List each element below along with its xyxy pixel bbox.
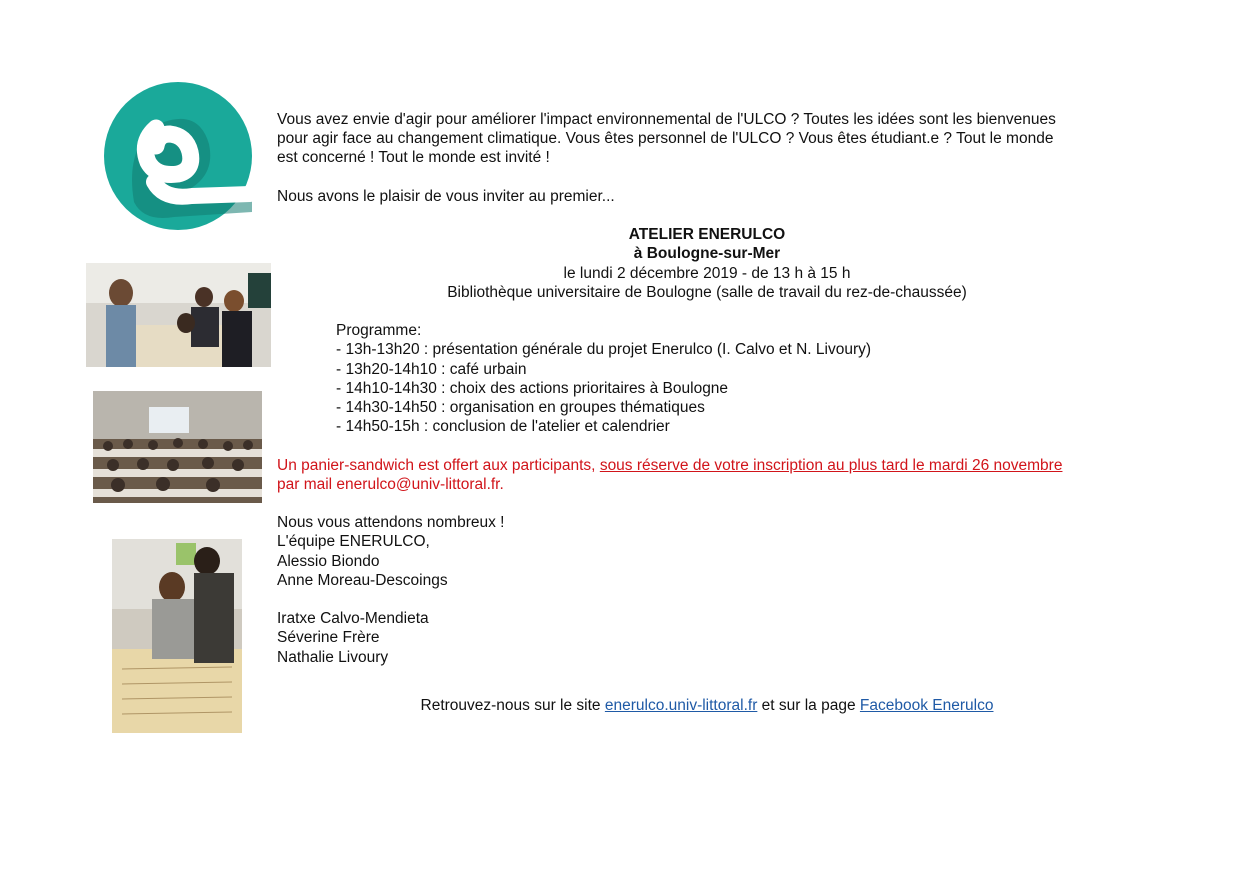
programme [277, 321, 1137, 436]
event-venue: Bibliothèque universitaire de Boulogne (salle de travail du rez-de-chaussée) [447, 283, 967, 301]
invitation-body [277, 110, 1137, 667]
event-title: ATELIER ENERULCO [628, 226, 786, 244]
facebook-link[interactable]: Facebook Enerulco [859, 697, 994, 714]
programme-item: - 13h20-14h10 : café urbain [336, 360, 527, 378]
programme-item: - 14h50-15h : conclusion de l'atelier et calendrier [336, 418, 670, 436]
lecture-hall-photo [93, 391, 262, 503]
enerulco-logo [104, 82, 252, 230]
programme-item: - 14h30-14h50 : organisation en groupes thématiques [336, 399, 705, 416]
programme-item: - 14h10-14h30 : choix des actions prioritaires à Boulogne [336, 379, 729, 397]
footer [277, 696, 1240, 715]
team-member: Alessio Biondo [277, 552, 380, 570]
closing-message: Nous vous attendons nombreux ! [277, 514, 505, 532]
invite-text: Nous avons le plaisir de vous inviter au premier... [277, 187, 615, 205]
site-link[interactable]: enerulco.univ-littoral.fr [604, 697, 758, 714]
intro-line-2: pour agir face au changement climatique. Vous êtes personnel de l'ULCO ? Vous êtes étudiant.e ? Tout le monde [277, 130, 1054, 148]
team-member: Anne Moreau-Descoings [277, 571, 448, 589]
footer-middle: et sur la page [761, 697, 856, 714]
sandwich-notice [277, 456, 1137, 475]
intro-line-1: Vous avez envie d'agir pour améliorer l'impact environnemental de l'ULCO ? Toutes les idées sont les bienvenues [277, 111, 1056, 128]
intro-line-3: est concerné ! Tout le monde est invité ! [277, 149, 550, 167]
programme-item: - 13h-13h20 : présentation générale du projet Enerulco (I. Calvo et N. Livoury) [336, 341, 872, 359]
writing-on-paper-photo [112, 539, 242, 733]
footer-prefix: Retrouvez-nous sur le site [420, 697, 601, 714]
team-member: Séverine Frère [277, 629, 380, 647]
event-place: à Boulogne-sur-Mer [633, 245, 781, 263]
notice-lead: Un panier-sandwich est offert aux participants, [277, 456, 596, 474]
event-date: le lundi 2 décembre 2019 - de 13 h à 15 h [563, 264, 851, 282]
workshop-table-photo [86, 263, 271, 367]
programme-heading: Programme: [336, 322, 422, 340]
team-signature: L'équipe ENERULCO, [277, 533, 430, 551]
team-member: Nathalie Livoury [277, 648, 389, 666]
notice-email: par mail enerulco@univ-littoral.fr. [277, 475, 504, 493]
team-member: Iratxe Calvo-Mendieta [277, 610, 429, 628]
notice-registration: sous réserve de votre inscription au plus tard le mardi 26 novembre [599, 456, 1063, 474]
